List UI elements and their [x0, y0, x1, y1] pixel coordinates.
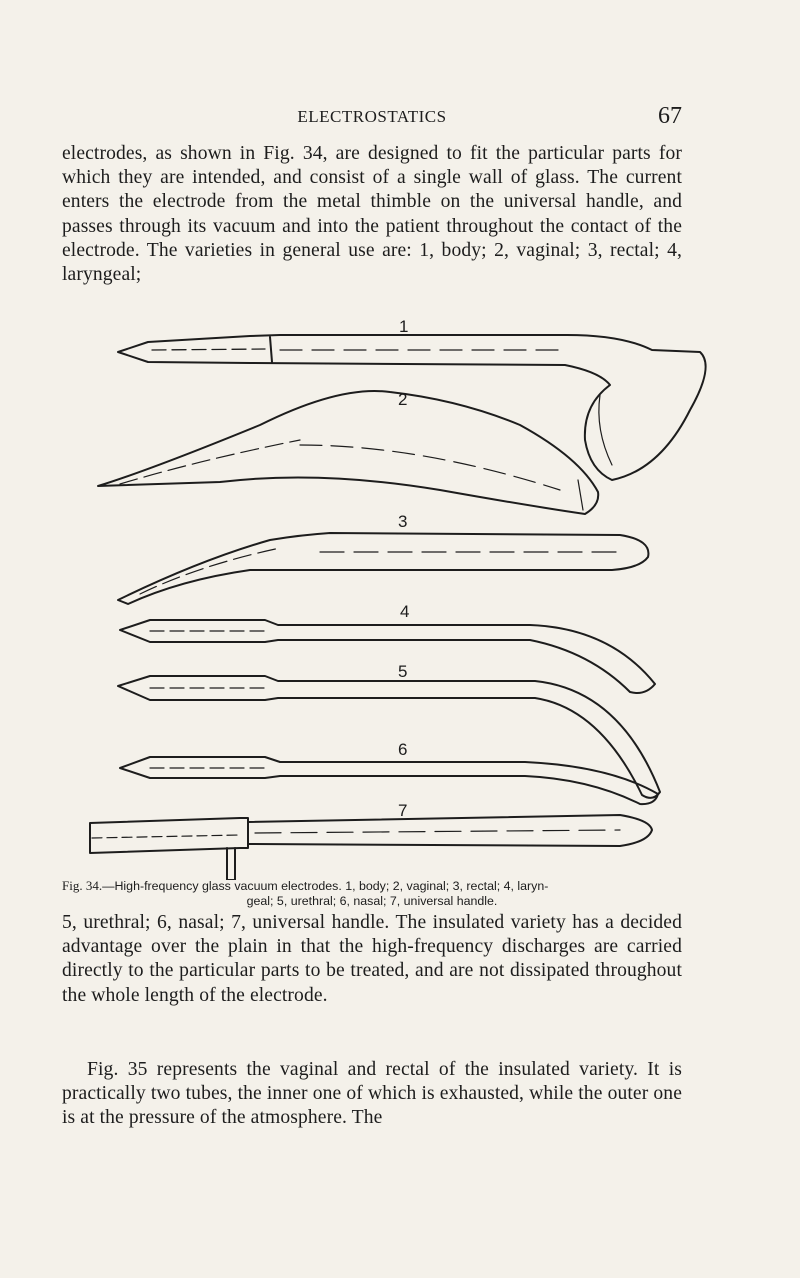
label-2: 2	[398, 390, 408, 409]
label-3: 3	[398, 512, 408, 531]
paragraph-varieties: 5, urethral; 6, nasal; 7, universal handle. The insulated variety has a decided advantage over the plain in that the high-frequency discharges are carried directly to the particular parts to be treated, and are not dissipated throughout the whole length of the electrode.	[62, 912, 682, 1006]
caption-line-1: —High-frequency glass vacuum electrodes. 1, body; 2, vaginal; 3, rectal; 4, laryn-	[102, 879, 549, 893]
label-1: 1	[399, 317, 409, 336]
page-number: 67	[658, 103, 682, 129]
caption-label: Fig. 34.	[62, 878, 103, 893]
label-4: 4	[400, 602, 410, 621]
running-title: ELECTROSTATICS	[297, 107, 447, 126]
electrode-3-rectal	[118, 533, 648, 604]
caption-line-2: geal; 5, urethral; 6, nasal; 7, universal handle.	[246, 894, 498, 908]
label-6: 6	[398, 740, 408, 759]
paragraph-fig35: Fig. 35 represents the vaginal and rectal of the insulated variety. It is practically two tubes, the inner one of which is exhausted, while the outer one is at the pressure of the atmosphere. The	[62, 1059, 682, 1129]
electrode-4-laryngeal	[120, 620, 655, 693]
label-7: 7	[398, 801, 408, 820]
electrode-6-nasal	[120, 757, 658, 804]
figure-caption	[62, 878, 682, 909]
paragraph-intro: electrodes, as shown in Fig. 34, are designed to fit the particular parts for which they are intended, and consist of a single wall of glass. The current enters the electrode from the metal thimble on the universal handle, and passes through its vacuum and into the patient throughout the contact of the electrode. The varieties in general use are: 1, body; 2, vaginal; 3, rectal; 4, laryngeal;	[62, 143, 682, 286]
electrodes-illustration	[0, 310, 800, 880]
electrode-2-vaginal	[98, 391, 598, 514]
figure-34	[0, 310, 800, 880]
label-5: 5	[398, 662, 408, 681]
running-head	[62, 103, 682, 133]
electrode-7-universal-handle	[90, 815, 652, 880]
electrode-5-urethral	[118, 676, 660, 798]
electrode-1-body	[118, 335, 706, 480]
